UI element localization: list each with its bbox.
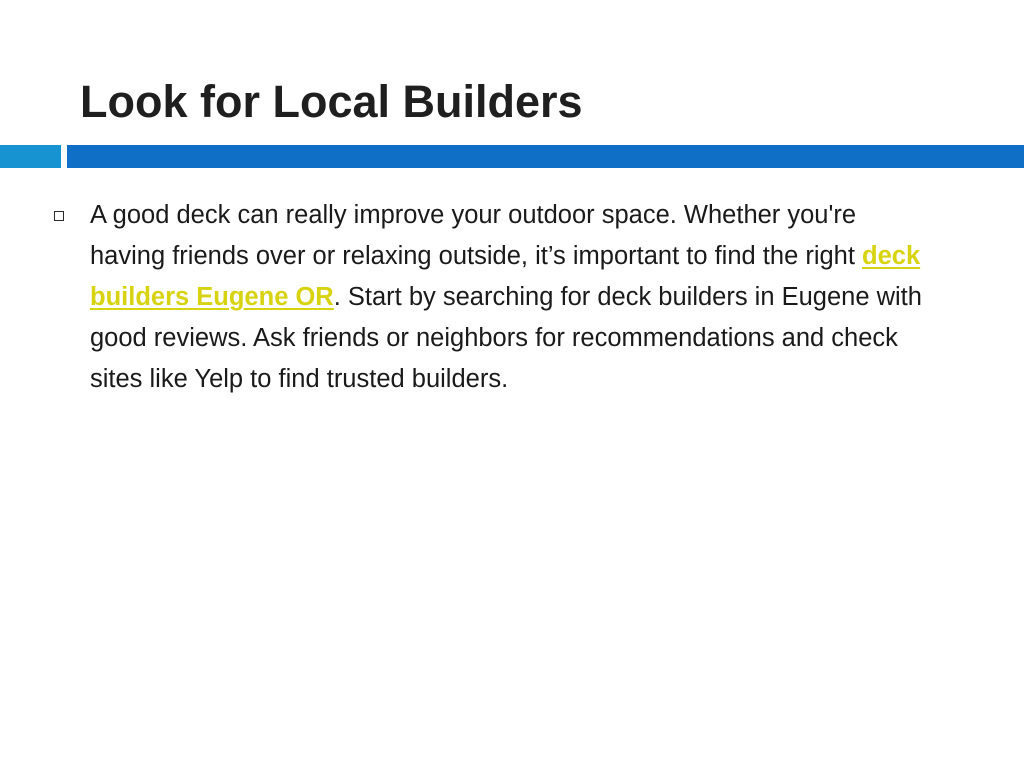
bullet-text-after: . Start by searching for deck builders in Eugene with good reviews. Ask friends or neighbors for recommendations and check sites like Yelp to find trusted builders. <box>90 283 922 393</box>
bullet-text-before: A good deck can really improve your outdoor space. Whether you're having friends over or relaxing outside, it’s important to find the right <box>90 201 863 270</box>
hollow-square-bullet-icon <box>54 211 64 221</box>
bullet-item <box>52 195 932 400</box>
bullet-text <box>90 195 932 400</box>
slide-content <box>52 195 932 400</box>
slide-title: Look for Local Builders <box>80 76 583 127</box>
deck-builders-link[interactable]: deck builders Eugene OR <box>90 242 921 311</box>
accent-bar-left <box>0 145 61 168</box>
accent-bar-right <box>67 145 1024 168</box>
